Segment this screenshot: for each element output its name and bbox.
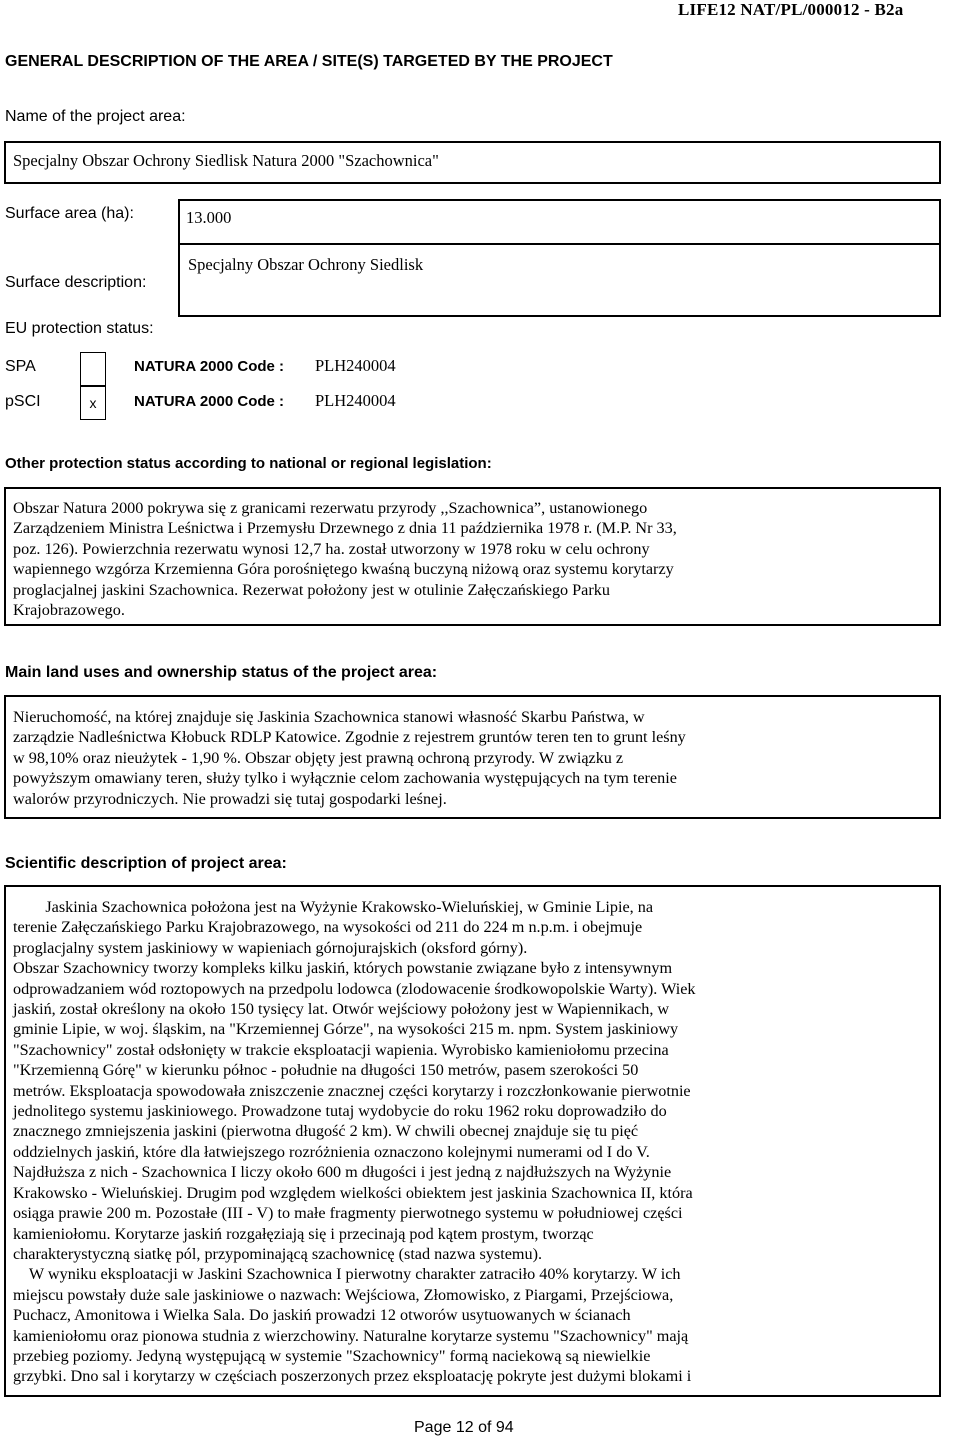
text-line: "Szachownicy" został odsłonięty w trakcie eksploatacji wapienia. Wyrobisko kamieniołomu przecina	[13, 1040, 669, 1059]
project-area-name-label: Name of the project area:	[5, 108, 186, 125]
text-line: walorów przyrodniczych. Nie prowadzi się tutaj gospodarki leśnej.	[13, 789, 447, 808]
psci-checkbox[interactable]	[80, 386, 106, 420]
text-line: Zarządzeniem Ministra Leśnictwa i Przemysłu Drzewnego z dnia 11 października 1978 r. (M.P. Nr 33,	[13, 519, 677, 538]
text-line: jaskiń, został określony na około 150 tysięcy lat. Otwór wejściowy położony jest w Wapiennikach, w	[13, 1000, 670, 1019]
spa-natura-code-label: NATURA 2000 Code :	[134, 358, 285, 375]
surface-area-box	[178, 199, 941, 245]
text-line: oddzielnych jaskiń, które dla łatwiejszego rozróżnienia oznaczono kolejnymi numerami od I do V.	[13, 1142, 650, 1161]
text-line: Krajobrazowego.	[13, 601, 125, 620]
eu-protection-status-label: EU protection status:	[5, 320, 154, 337]
text-line: Puchacz, Amonitowa i Wielka Sala. Do jaskiń prowadzi 12 otworów usytuowanych w ścianach	[13, 1306, 631, 1325]
text-line: zarządzie Nadleśnictwa Kłobuck RDLP Katowice. Zgodnie z rejestrem gruntów teren ten to grunt leśny	[13, 728, 686, 747]
land-use-box	[4, 695, 941, 819]
text-line: gminie Lipie, w woj. śląskim, na "Krzemiennej Górze", na wysokości 215 m. npm. System jaskiniowy	[13, 1020, 679, 1039]
text-line: miejscu powstały duże sale jaskiniowe o nazwach: Wejściowa, Złomowisko, z Piargami, Przejściowa,	[13, 1285, 674, 1304]
surface-description-value: Specjalny Obszar Ochrony Siedlisk	[188, 255, 424, 274]
page-label: Page	[414, 1419, 452, 1436]
text-line: charakterystyczną siatkę pól, przypominającą szachownicę (stad nazwa systemu).	[13, 1244, 543, 1263]
page-number: 12	[455, 1419, 474, 1436]
text-line: proglacjalnej jaskini Szachownica. Rezerwat położony jest w otulinie Załęczańskiego Parku	[13, 580, 610, 599]
text-line: proglacjalny system jaskiniowy w wapieniach górnojurajskich (oksford górny).	[13, 938, 528, 957]
surface-area-value: 13.000	[186, 208, 232, 227]
text-line: Krakowsko - Wieluńskiej. Drugim pod względem wielkości obiektem jest jaskinia Szachownica II, która	[13, 1183, 693, 1202]
text-line: Nieruchomość, na której znajduje się Jaskinia Szachownica stanowi własność Skarbu Państwa, w	[13, 708, 645, 726]
project-code: LIFE12 NAT/PL/000012 - B2a	[678, 0, 904, 19]
spa-label: SPA	[5, 358, 36, 375]
page-of-label: of	[478, 1419, 492, 1436]
text-line: grzybki. Dno sal i korytarzy w częściach poszerzonych przez eksploatację pokryte jest dużymi blokami i	[13, 1367, 692, 1386]
surface-description-box	[178, 243, 941, 317]
scientific-heading: Scientific description of project area:	[5, 855, 287, 872]
text-line: Obszar Natura 2000 pokrywa się z granicami rezerwatu przyrody ,,Szachownica”, ustanowionego	[13, 499, 648, 517]
surface-area-label: Surface area (ha):	[5, 205, 134, 222]
page-footer	[414, 1419, 514, 1437]
text-line: metrów. Eksploatacja spowodowała zniszczenie znacznej części korytarzy i rozczłonkowanie pierwotnie	[13, 1081, 691, 1100]
land-use-text	[13, 707, 931, 809]
psci-label: pSCI	[5, 393, 41, 410]
text-line: jednolitego systemu jaskiniowego. Prowadzone tutaj wydobycie do roku 1962 roku doprowadziło do	[13, 1102, 667, 1121]
scientific-box	[4, 885, 941, 1397]
text-line: poz. 126). Powierzchnia rezerwatu wynosi 12,7 ha. został utworzony w 1978 roku w celu ochrony	[13, 539, 650, 558]
text-line: przebieg poziomy. Jedyną występującą w systemie "Szachownicy" formą naciekową są niewielkie	[13, 1346, 651, 1365]
text-line: Jaskinia Szachownica położona jest na Wyżynie Krakowsko-Wieluńskiej, w Gminie Lipie, na	[13, 898, 654, 916]
text-line: odprowadzaniem wód roztopowych na przedpolu lodowca (zlodowacenie środkowopolskie Warty). Wiek	[13, 979, 696, 998]
scientific-text	[13, 897, 931, 1387]
text-line: W wyniku eksploatacji w Jaskini Szachownica I pierwotny charakter zatraciło 40% korytarzy. W ich	[13, 1265, 681, 1284]
text-line: Najdłuższa z nich - Szachownica I liczy około 600 m długości i jest jedną z najdłuższych na Wyżynie	[13, 1163, 672, 1182]
text-line: kamieniołomu. Korytarze jaskiń rozgałęziają się i przecinają pod kątem prostym, tworząc	[13, 1224, 594, 1243]
project-area-name-box	[4, 141, 941, 184]
other-protection-heading: Other protection status according to national or regional legislation:	[5, 455, 492, 472]
psci-natura-code: PLH240004	[315, 391, 396, 410]
other-protection-box	[4, 487, 941, 626]
text-line: powyższym omawiany teren, służy tylko i wyłącznie celom zachowania występujących na tym terenie	[13, 769, 677, 788]
psci-natura-code-label: NATURA 2000 Code :	[134, 393, 285, 410]
text-line: osiąga prawie 200 m. Pozostałe (III - V) to małe fragmenty pierwotnego systemu w południowej części	[13, 1204, 683, 1223]
text-line: Obszar Szachownicy tworzy kompleks kilku jaskiń, których powstanie związane było z intensywnym	[13, 959, 673, 978]
surface-description-label: Surface description:	[5, 274, 147, 291]
text-line: kamieniołomu oraz pionowa studnia z wierzchowiny. Naturalne korytarze systemu "Szachownicy" mają	[13, 1326, 689, 1345]
land-use-heading: Main land uses and ownership status of the project area:	[5, 664, 438, 681]
psci-checkbox-mark: x	[89, 395, 97, 411]
other-protection-text	[13, 498, 931, 620]
spa-checkbox[interactable]	[80, 352, 106, 386]
page-title: GENERAL DESCRIPTION OF THE AREA / SITE(S) TARGETED BY THE PROJECT	[5, 53, 613, 70]
text-line: w 98,10% oraz nieużytek - 1,90 %. Obszar objęty jest prawną ochroną przyrody. W związku z	[13, 748, 624, 767]
text-line: wapiennego wzgórza Krzemienna Góra porośniętego kwaśną buczyną niżową oraz systemu korytarzy	[13, 560, 674, 579]
project-area-name-value: Specjalny Obszar Ochrony Siedlisk Natura 2000 "Szachownica"	[13, 151, 439, 170]
page-total: 94	[495, 1419, 514, 1436]
text-line: "Krzemienną Górę" w kierunku północ - południe na długości 150 metrów, pasem szerokości 50	[13, 1061, 639, 1080]
text-line: terenie Załęczańskiego Parku Krajobrazowego, na wysokości od 211 do 224 m n.p.m. i obejmuje	[13, 918, 643, 937]
text-line: znacznego zmniejszenia jaskini (pierwotna długość 2 km). W chwili obecnej znajduje się tu pięć	[13, 1122, 639, 1141]
spa-natura-code: PLH240004	[315, 356, 396, 375]
